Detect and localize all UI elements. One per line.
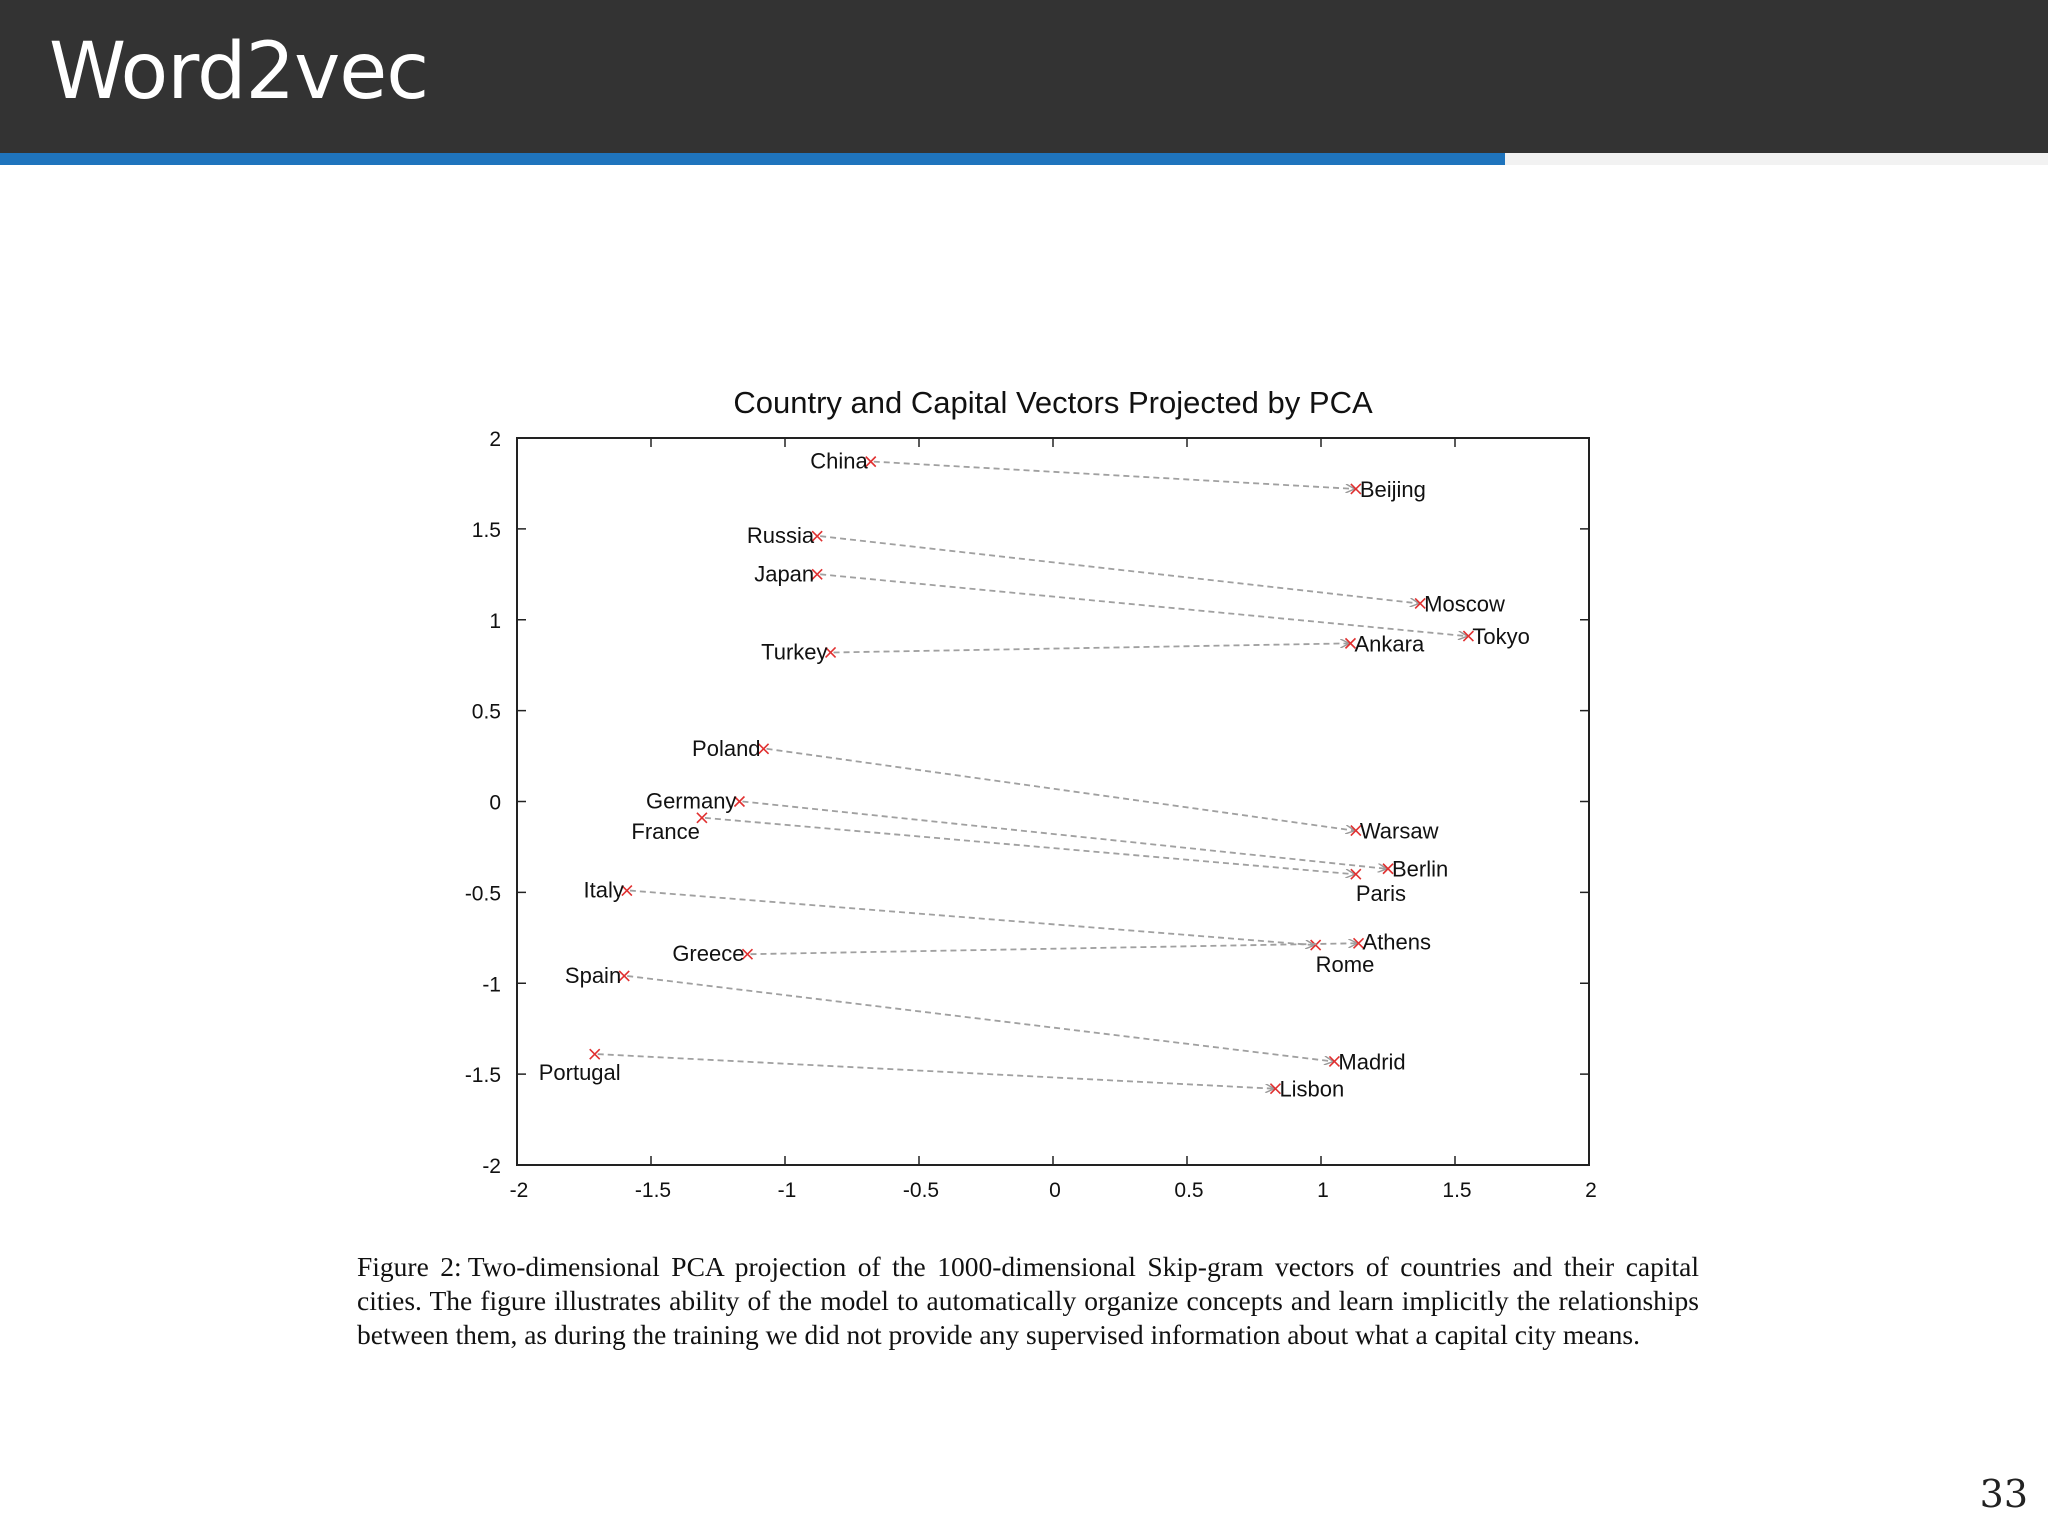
figure-caption (357, 1250, 1699, 1352)
capital-label: Moscow (1424, 591, 1505, 617)
capital-label: Berlin (1392, 856, 1449, 882)
x-tick-label: -0.5 (902, 1179, 940, 1202)
y-tick-label: 0 (489, 791, 501, 815)
country-label: Russia (746, 523, 815, 549)
country-label: Spain (564, 962, 622, 988)
country-label: Turkey (761, 639, 828, 665)
y-tick-label: -1 (482, 973, 501, 997)
x-tick-label: 1.5 (1442, 1179, 1472, 1202)
country-label: Poland (692, 735, 761, 761)
capital-point (1351, 869, 1361, 879)
vector-arrow (627, 976, 1332, 1061)
x-tick-label: -1 (777, 1179, 797, 1202)
x-tick-label: -1.5 (634, 1179, 672, 1202)
capital-label: Rome (1315, 952, 1375, 978)
capital-label: Tokyo (1472, 624, 1530, 650)
y-tick-label: 1.5 (471, 518, 501, 542)
capital-label: Athens (1362, 929, 1432, 955)
vector-arrow (834, 643, 1349, 652)
chart-title: Country and Capital Vectors Projected by PCA (733, 385, 1373, 420)
country-label: Portugal (538, 1060, 621, 1086)
vector-arrow (630, 891, 1314, 946)
capital-label: Warsaw (1359, 818, 1439, 844)
vector-arrow (742, 802, 1386, 869)
y-tick-label: 2 (489, 428, 501, 451)
country-label: Germany (645, 788, 737, 814)
y-tick-label: 1 (489, 609, 501, 633)
vector-arrow (705, 818, 1354, 874)
vector-arrow (767, 749, 1354, 831)
caption-label: Figure 2: (357, 1251, 462, 1282)
vector-arrow (874, 462, 1354, 489)
y-tick-label: -0.5 (464, 882, 501, 906)
slide-title: Word2vec (49, 27, 429, 117)
x-tick-label: 1 (1317, 1179, 1329, 1202)
vector-arrow (820, 536, 1418, 603)
x-tick-label: 2 (1585, 1179, 1597, 1202)
country-label: Greece (672, 941, 745, 967)
y-tick-label: 0.5 (471, 700, 501, 724)
y-tick-label: -2 (482, 1155, 501, 1178)
page-number: 33 (1979, 1472, 2028, 1516)
vector-arrow (750, 943, 1356, 954)
x-tick-label: 0.5 (1174, 1179, 1204, 1202)
y-tick-label: -1.5 (464, 1064, 501, 1088)
country-label: Italy (583, 877, 624, 903)
capital-label: Beijing (1359, 476, 1426, 502)
x-tick-label: 0 (1049, 1179, 1061, 1202)
country-label: France (631, 818, 700, 844)
country-label: Japan (754, 561, 815, 587)
chart-plot-area (465, 428, 1597, 1202)
capital-label: Madrid (1338, 1049, 1406, 1075)
caption-text: Two-dimensional PCA projection of the 1000-dimensional Skip-gram vectors of countries and their capital cities. The figure illustrates ability of the model to automatically organize concepts and learn implicitly the relationships between them, as during the training we did not provide any supervised information about what a capital city means. (357, 1251, 1699, 1350)
capital-label: Paris (1355, 881, 1406, 907)
vector-arrow (820, 574, 1466, 636)
capital-label: Lisbon (1279, 1076, 1345, 1102)
x-tick-label: -2 (509, 1179, 529, 1202)
country-label: China (810, 448, 868, 474)
capital-label: Ankara (1354, 631, 1425, 657)
vector-arrow (598, 1054, 1274, 1089)
